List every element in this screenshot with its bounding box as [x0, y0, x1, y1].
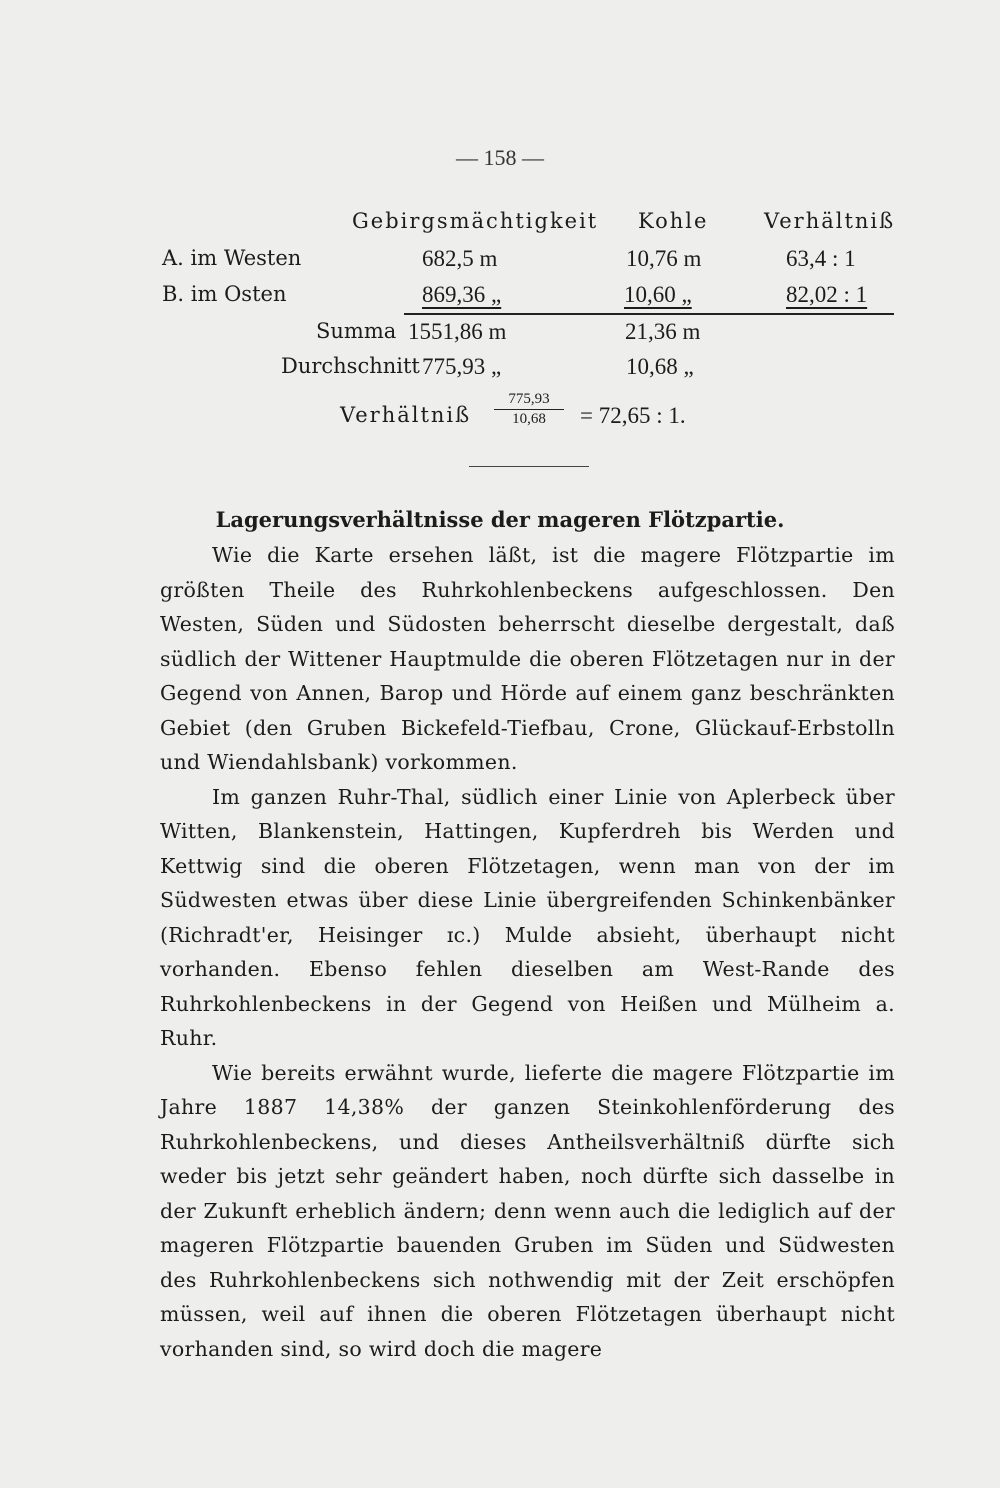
- ratio-result: = 72,65 : 1.: [580, 403, 686, 428]
- row-b-gebirge: 869,36 „: [422, 282, 502, 307]
- row-a-label: A. im Westen: [162, 246, 302, 270]
- summa-gebirge: 1551,86 m: [408, 319, 507, 344]
- page-number: — 158 —: [456, 145, 544, 170]
- durchschnitt-label: Durchschnitt: [281, 354, 420, 378]
- fraction-bar: [494, 409, 564, 410]
- body-text: [160, 538, 895, 1366]
- paragraph: Wie die Karte ersehen läßt, ist die magere Flötzpartie im größten Theile des Ruhrkohlenbeckens aufgeschlossen. Den Westen, Süden und Südosten beherrscht dieselbe dergestalt, daß südlich der Wittener Hauptmulde die oberen Flötzetagen nur in der Gegend von Annen, Barop und Hörde auf einem ganz beschränkten Gebiet (den Gruben Bickefeld-Tiefbau, Crone, Glückauf-Erbstolln und Wiendahlsbank) vorkommen.: [160, 543, 895, 774]
- row-a-kohle: 10,76 m: [626, 246, 702, 271]
- row-b-label: B. im Osten: [162, 282, 287, 306]
- row-a-verhaeltnis: 63,4 : 1: [786, 246, 856, 271]
- ratio-fraction: [494, 391, 564, 428]
- durchschnitt-gebirge: 775,93 „: [422, 354, 502, 379]
- ratio-denominator: 10,68: [512, 411, 546, 427]
- paragraph: Wie bereits erwähnt wurde, lieferte die magere Flötzpartie im Jahre 1887 14,38% der ganzen Steinkohlenförderung des Ruhrkohlenbeckens, und dieses Antheilsverhältniß dürfte sich weder bis jetzt sehr geändert haben, noch dürfte sich dasselbe in der Zukunft erheblich ändern; denn wenn auch die lediglich auf der mageren Flötzpartie bauenden Gruben im Süden und Südwesten des Ruhrkohlenbeckens sich nothwendig mit der Zeit erschöpfen müssen, weil auf ihnen die oberen Flötzetagen überhaupt nicht vorhanden sind, so wird doch die magere: [160, 1060, 895, 1361]
- row-b-kohle: 10,60 „: [624, 282, 692, 307]
- summa-label: Summa: [316, 319, 397, 343]
- row-a-gebirge: 682,5 m: [422, 246, 498, 271]
- section-separator: [469, 466, 589, 467]
- header-kohle: Kohle: [638, 209, 709, 233]
- ratio-label: Verhältniß: [340, 403, 472, 427]
- row-b-verhaeltnis: 82,02 : 1: [786, 282, 868, 307]
- ratio-numerator: 775,93: [508, 391, 550, 407]
- table-sum-rule: [404, 313, 894, 315]
- paragraph: Im ganzen Ruhr-Thal, südlich einer Linie von Aplerbeck über Witten, Blankenstein, Hattingen, Kupferdreh bis Werden und Kettwig sind die oberen Flötzetagen, wenn man von der im Südwesten etwas über diese Linie übergreifenden Schinkenbänker (Richradt'er, Heisinger ɪc.) Mulde absieht, überhaupt nicht vorhanden. Ebenso fehlen dieselben am West-Rande des Ruhrkohlenbeckens in der Gegend von Heißen und Mülheim a. Ruhr.: [160, 784, 895, 1050]
- header-gebirgsmaechtigkeit: Gebirgsmächtigkeit: [352, 209, 599, 233]
- header-verhaeltnis: Verhältniß: [764, 209, 896, 233]
- durchschnitt-kohle: 10,68 „: [626, 354, 694, 379]
- summa-kohle: 21,36 m: [625, 319, 701, 344]
- section-heading: Lagerungsverhältnisse der mageren Flötzpartie.: [215, 507, 785, 532]
